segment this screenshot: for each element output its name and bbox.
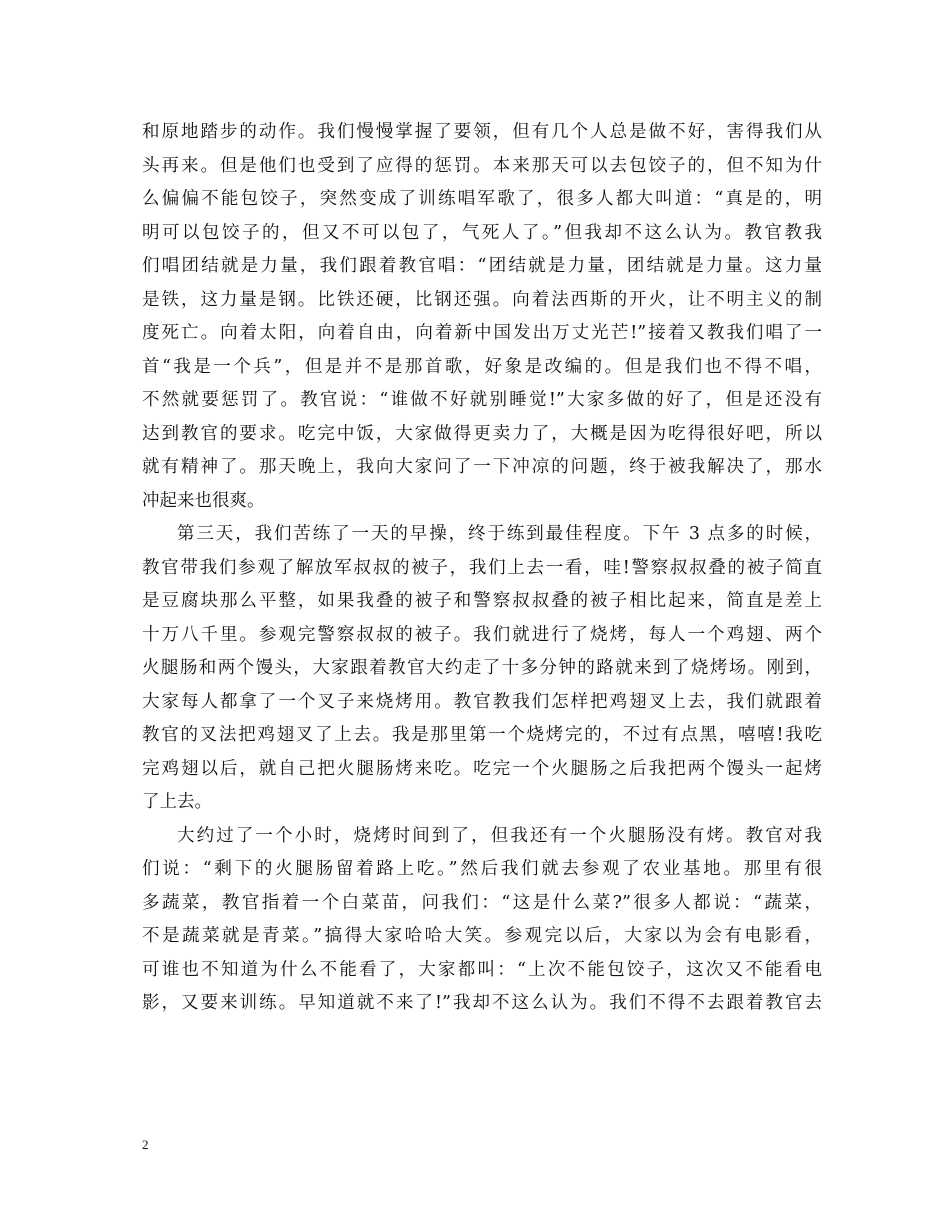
text-line: 大约过了一个小时，烧烤时间到了，但我还有一个火腿肠没有烤。教官对我: [177, 825, 822, 846]
text-line: 不然就要惩罚了。教官说：“谁做不好就别睡觉!”大家多做的好了，但是还没有: [142, 390, 822, 410]
paragraph: [142, 116, 822, 518]
text-line: 达到教官的要求。吃完中饭，大家做得更卖力了，大概是因为吃得很好吧，所以: [142, 423, 822, 444]
paragraph: [142, 820, 822, 1021]
text-line: 们说：“剩下的火腿肠留着路上吃。”然后我们就去参观了农业基地。那里有很: [142, 859, 822, 879]
text-line: 十万八千里。参观完警察叔叔的被子。我们就进行了烧烤，每人一个鸡翅、两个: [142, 624, 822, 645]
text-line: 第三天，我们苦练了一天的早操，终于练到最佳程度。下午 3 点多的时候，: [177, 524, 822, 544]
text-line: 了上去。: [142, 792, 212, 812]
text-line: 么偏偏不能包饺子，突然变成了训练唱军歌了，很多人都大叫道：“真是的，明: [142, 189, 822, 209]
page-number: 2: [142, 1137, 149, 1152]
text-line: 多蔬菜，教官指着一个白菜苗，问我们：“这是什么菜?”很多人都说：“蔬菜，: [142, 892, 822, 913]
text-line: 度死亡。向着太阳，向着自由，向着新中国发出万丈光芒!”接着又教我们唱了一: [142, 323, 822, 343]
text-line: 不是蔬菜就是青菜。”搞得大家哈哈大笑。参观完以后，大家以为会有电影看，: [142, 926, 822, 946]
body-text: [142, 116, 822, 1021]
text-line: 教官的叉法把鸡翅叉了上去。我是那里第一个烧烤完的，不过有点黑，嘻嘻!我吃: [142, 725, 822, 745]
text-line: 大家每人都拿了一个叉子来烧烤用。教官教我们怎样把鸡翅叉上去，我们就跟着: [142, 691, 822, 712]
text-line: 是豆腐块那么平整，如果我叠的被子和警察叔叔叠的被子相比起来，简直是差上: [142, 591, 822, 611]
text-line: 影，又要来训练。早知道就不来了!”我却不这么认为。我们不得不去跟着教官去: [142, 993, 822, 1013]
text-line: 是铁，这力量是钢。比铁还硬，比钢还强。向着法西斯的开火，让不明主义的制: [142, 289, 822, 310]
text-line: 可谁也不知道为什么不能看了，大家都叫：“上次不能包饺子，这次又不能看电: [142, 959, 822, 980]
text-line: 火腿肠和两个馒头，大家跟着教官大约走了十多分钟的路就来到了烧烤场。刚到，: [142, 658, 822, 678]
text-line: 们唱团结就是力量，我们跟着教官唱：“团结就是力量，团结就是力量。这力量: [142, 256, 822, 276]
text-line: 就有精神了。那天晚上，我向大家问了一下冲凉的问题，终于被我解决了，那水: [142, 457, 822, 477]
text-line: 首“我是一个兵”，但是并不是那首歌，好象是改编的。但是我们也不得不唱，: [142, 356, 822, 377]
text-line: 冲起来也很爽。: [142, 490, 265, 511]
text-line: 完鸡翅以后，就自己把火腿肠烤来吃。吃完一个火腿肠之后我把两个馒头一起烤: [142, 758, 822, 779]
text-line: 教官带我们参观了解放军叔叔的被子，我们上去一看，哇!警察叔叔叠的被子简直: [142, 557, 822, 578]
text-line: 明可以包饺子的，但又不可以包了，气死人了。”但我却不这么认为。教官教我: [142, 222, 822, 243]
text-line: 和原地踏步的动作。我们慢慢掌握了要领，但有几个人总是做不好，害得我们从: [142, 122, 822, 142]
paragraph: [142, 518, 822, 820]
text-line: 头再来。但是他们也受到了应得的惩罚。本来那天可以去包饺子的，但不知为什: [142, 155, 822, 176]
